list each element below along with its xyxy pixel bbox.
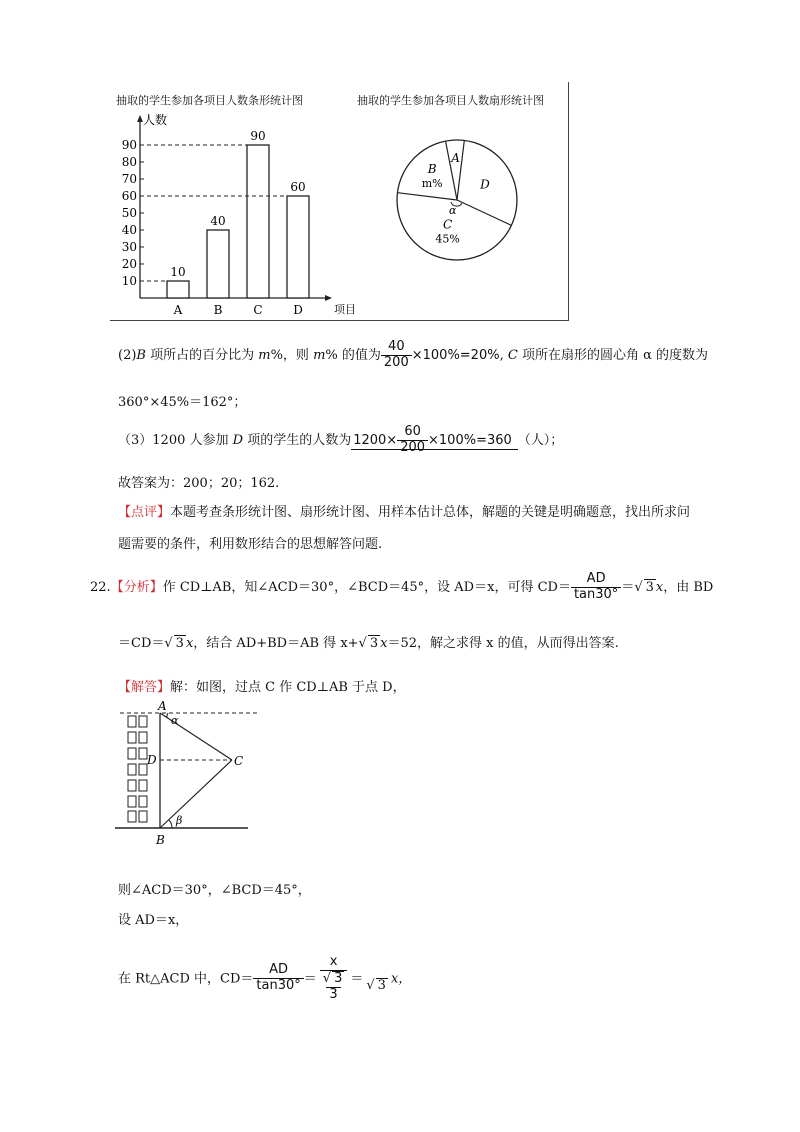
bar-value-label: 40 — [210, 214, 226, 228]
sqrt-3: 3 — [377, 978, 386, 994]
analysis-text3a: ＝CD＝ — [118, 636, 165, 651]
nested-fraction — [317, 955, 351, 987]
y-tick-label: 70 — [121, 172, 137, 186]
y-tick-label: 90 — [121, 138, 137, 152]
var-x: x — [185, 636, 194, 651]
geometry-diagram — [110, 698, 270, 848]
var-B: B — [136, 347, 146, 363]
analysis-text3c: ＝52，解之求得 x 的值，从而得出答案. — [387, 636, 619, 651]
bar-chart-title: 抽取的学生参加各项目人数条形统计图 — [116, 94, 303, 107]
y-tick-label: 60 — [121, 189, 137, 203]
category-label: A — [173, 303, 183, 317]
pie-label-C: C — [443, 217, 453, 232]
part3-answer-blank — [351, 424, 518, 455]
part2-line2: 360°×45%＝162°； — [118, 395, 247, 410]
label-D: D — [147, 753, 157, 767]
fraction-ad-tan30 — [571, 572, 621, 603]
pie-label-B: B — [427, 161, 437, 176]
step3-text: 在 Rt△ACD 中，CD＝ — [118, 971, 254, 987]
bar-D — [287, 196, 309, 298]
y-tick-label: 30 — [121, 240, 137, 254]
part2-text4: , — [499, 347, 508, 363]
label-beta: β — [176, 814, 183, 827]
bar-B — [207, 230, 229, 298]
part3-text: 项的学生的人数为 — [243, 432, 352, 448]
equals-sign: ＝ — [621, 579, 635, 595]
part2-text3: % 的值为 — [325, 347, 381, 363]
review-text: 本题考查条形统计图、扇形统计图、用样本估计总体，解题的关键是明确题意，找出所求问 — [170, 505, 691, 520]
equals-sign: ＝ — [303, 971, 317, 987]
fraction-40-200 — [381, 340, 412, 371]
analysis-tag: 【分析】 — [110, 579, 163, 595]
var-x: x — [380, 636, 388, 651]
y-tick-label: 40 — [121, 223, 137, 237]
pie-percent-B: m% — [421, 176, 443, 190]
label-C: C — [234, 754, 244, 768]
bar-value-label: 10 — [170, 265, 186, 279]
label-B: B — [156, 833, 165, 847]
frac-denominator: 200 — [397, 440, 428, 456]
frac-numerator-x: x — [329, 954, 338, 969]
pie-chart — [395, 118, 535, 268]
bar-value-label: 90 — [250, 129, 266, 143]
pie-label-A: A — [451, 151, 460, 166]
sqrt-3: 3 — [645, 579, 654, 595]
step3-line — [118, 955, 411, 1003]
y-tick-label: 50 — [121, 206, 137, 220]
frac-numerator: 40 — [388, 339, 405, 354]
part3-formula-head: 1200× — [353, 432, 398, 448]
category-label: D — [293, 303, 303, 317]
part2-formula: ×100%=20% — [411, 347, 500, 363]
equals-sign: ＝ — [350, 971, 364, 987]
solution-tag: 【解答】 — [118, 680, 171, 695]
y-tick-label: 80 — [121, 155, 137, 169]
bar-C — [247, 145, 269, 298]
frac-numerator: 60 — [404, 424, 421, 439]
category-label: C — [253, 303, 263, 317]
y-axis-label: 人数 — [143, 113, 168, 127]
bar-value-label: 60 — [290, 180, 306, 194]
answer-line: 故答案为：200；20；162. — [118, 476, 280, 491]
building-windows — [128, 716, 147, 822]
step1-line: 则∠ACD＝30°，∠BCD＝45°， — [118, 883, 311, 898]
var-x: x — [655, 579, 664, 595]
analysis-text2: ，由 BD — [663, 579, 714, 595]
pie-chart-title: 抽取的学生参加各项目人数扇形统计图 — [357, 94, 544, 107]
analysis-text3b: ，结合 AD+BD＝AB 得 x+ — [193, 636, 359, 651]
fraction-x-over-sqrt3-over-3 — [317, 955, 351, 1003]
part3-unit: （人）； — [517, 432, 564, 448]
part2-text1: 项所占的百分比为 — [145, 347, 259, 363]
frac-numerator: AD — [269, 962, 289, 978]
frac-denominator: 200 — [381, 355, 412, 371]
part2-line1 — [118, 340, 708, 371]
bar-chart — [110, 108, 360, 320]
sqrt-3: 3 — [334, 970, 343, 986]
category-label: B — [213, 303, 223, 317]
label-alpha: α — [171, 714, 179, 727]
var-m: m — [258, 347, 271, 363]
analysis-text1: 作 CD⊥AB，知∠ACD＝30°，∠BCD＝45°，设 AD＝x，可得 CD＝ — [162, 579, 571, 595]
var-C: C — [507, 347, 518, 363]
part2-text5: 项所在扇形的圆心角 α 的度数为 — [517, 347, 708, 363]
beta-arc — [169, 820, 172, 828]
pie-label-D: D — [480, 177, 490, 192]
review-line1 — [118, 501, 690, 520]
q22-analysis-line1: 22.【分析】作 CD⊥AB，知∠ACD＝30°，∠BCD＝45°，设 AD＝x，可得 CD＝ $\frac{AD}{\tan 30^\circ}$ ＝√ 3 x，由 BD — [90, 571, 714, 602]
frac-denominator: tan30° — [253, 978, 303, 994]
alpha-label: α — [449, 204, 457, 217]
x-axis-arrow — [325, 295, 332, 301]
solution-text1: 解：如图，过点 C 作 CD⊥AB 于点 D， — [170, 680, 406, 695]
fraction-over-sqrt3 — [363, 963, 391, 994]
q22-analysis-line2: ＝CD＝√ 3 x，结合 AD+BD＝AB 得 x+√ 3 x＝52，解之求得 x 的值，从而得出答案. — [118, 636, 619, 651]
frac-denominator-3: 3 — [326, 987, 340, 1003]
var-D: D — [232, 432, 244, 448]
review-line2: 题需要的条件，利用数形结合的思想解答问题. — [118, 537, 383, 552]
sqrt-3: 3 — [369, 636, 379, 651]
step2-line: 设 AD＝x， — [118, 913, 189, 928]
review-tag: 【点评】 — [118, 505, 171, 520]
part3-prefix: （3）1200 人参加 — [118, 432, 233, 448]
fraction-60-200 — [397, 425, 428, 456]
question-number: 22. — [90, 579, 111, 595]
x-axis-label: 项目 — [334, 303, 356, 316]
part3-line — [118, 425, 563, 456]
var-m-2: m — [313, 347, 326, 363]
part3-formula-tail: ×100%=360 — [428, 432, 512, 448]
segment-BC — [160, 760, 232, 828]
frac-denominator-sqrt3: √ 3 — [366, 978, 386, 994]
sqrt-3: 3 — [175, 636, 184, 651]
frac-denominator-sqrt3: √ 3 — [320, 970, 348, 987]
frac-denominator: tan30° — [571, 587, 621, 603]
part2-text2: %，则 — [270, 347, 314, 363]
pie-percent-C: 45% — [435, 232, 460, 246]
q22-solution-line1 — [118, 676, 406, 695]
step3-tail: x， — [390, 971, 412, 987]
y-tick-label: 10 — [121, 274, 137, 288]
label-A: A — [158, 699, 167, 713]
frac-numerator: AD — [586, 571, 606, 586]
frac-numerator-empty — [372, 963, 382, 978]
y-tick-label: 20 — [121, 257, 137, 271]
fraction-ad-tan30 — [253, 963, 303, 994]
bar-A — [167, 281, 189, 298]
part2-prefix: (2) — [118, 347, 137, 363]
